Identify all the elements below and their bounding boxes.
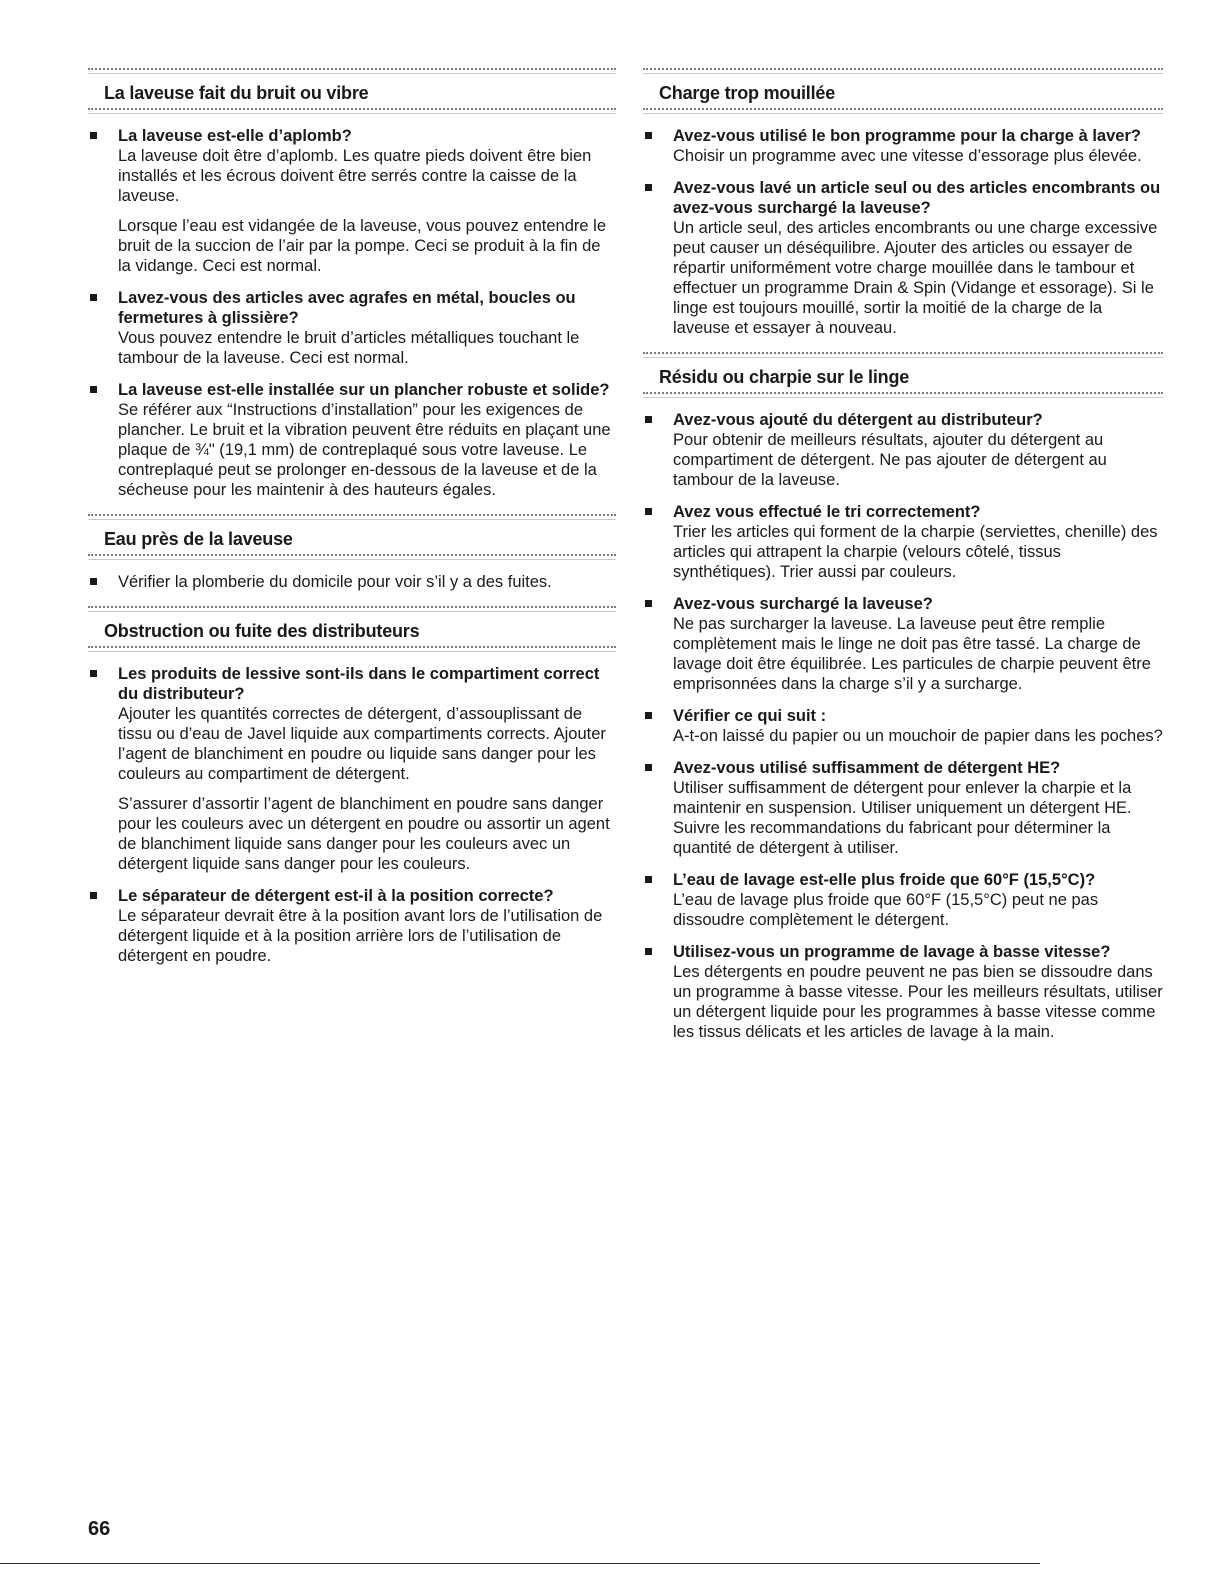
- list-item: [88, 288, 616, 368]
- item-answer: Se référer aux “Instructions d’installation” pour les exigences de plancher. Le bruit et la vibration peuvent être réduits en plaçant une plaque de ¾" (19,1 mm) de contreplaqué sous votre laveuse. Le contreplaqué peut se prolonger en-dessous de la laveuse et de la sécheuse pour les maintenir à des hauteurs égales.: [118, 401, 611, 499]
- section-dispenser-issues: [88, 606, 616, 966]
- item-question: Les produits de lessive sont-ils dans le compartiment correct du distributeur?: [118, 665, 600, 703]
- section-rule: [88, 554, 616, 560]
- item-answer: Utiliser suffisamment de détergent pour enlever la charpie et la maintenir en suspension. Utiliser uniquement un détergent HE. Suivre les recommandations du fabricant pour déterminer la quantité de détergent à utiliser.: [673, 779, 1132, 857]
- item-list: [643, 410, 1163, 1042]
- item-question: Avez-vous lavé un article seul ou des articles encombrants ou avez-vous surchargé la laveuse?: [673, 179, 1161, 217]
- section-residue-lint: [643, 352, 1163, 1042]
- item-list: [88, 126, 616, 500]
- list-item: [643, 870, 1163, 930]
- item-answer: L’eau de lavage plus froide que 60°F (15,5°C) peut ne pas dissoudre complètement le détergent.: [673, 891, 1099, 929]
- item-question: Utilisez-vous un programme de lavage à basse vitesse?: [673, 943, 1111, 961]
- item-question: Avez vous effectué le tri correctement?: [673, 503, 981, 521]
- bullet-icon: [645, 876, 652, 883]
- item-question: Avez-vous utilisé suffisamment de détergent HE?: [673, 759, 1061, 777]
- bullet-icon: [90, 294, 97, 301]
- list-item: [643, 410, 1163, 490]
- item-answer: Trier les articles qui forment de la charpie (serviettes, chenille) des articles qui attrapent la charpie (velours côtelé, tissus synthétiques). Trier aussi par couleurs.: [673, 523, 1158, 581]
- item-extra-paragraph: Lorsque l’eau est vidangée de la laveuse, vous pouvez entendre le bruit de la succion de l’air par la pompe. Ceci se produit à la fin de la vidange. Ceci est normal.: [118, 217, 607, 275]
- item-question: Avez-vous ajouté du détergent au distributeur?: [673, 411, 1043, 429]
- list-item: [88, 664, 616, 874]
- section-rule: [88, 108, 616, 114]
- bullet-icon: [645, 508, 652, 515]
- item-answer: Vous pouvez entendre le bruit d’articles métalliques touchant le tambour de la laveuse. Ceci est normal.: [118, 329, 580, 367]
- item-question: La laveuse est-elle installée sur un plancher robuste et solide?: [118, 381, 610, 399]
- section-rule: [88, 646, 616, 652]
- item-answer: La laveuse doit être d’aplomb. Les quatre pieds doivent être bien installés et les écrous doivent être serrés contre la caisse de la laveuse.: [118, 147, 592, 205]
- left-column: [88, 68, 616, 980]
- list-item: [643, 502, 1163, 582]
- bullet-icon: [90, 578, 97, 585]
- footer-rule: [0, 1563, 1040, 1564]
- item-list: [643, 126, 1163, 338]
- list-item: [643, 758, 1163, 858]
- bullet-icon: [90, 386, 97, 393]
- section-title: Obstruction ou fuite des distributeurs: [104, 621, 420, 641]
- section-noise-vibration: [88, 68, 616, 500]
- item-question: Le séparateur de détergent est-il à la position correcte?: [118, 887, 554, 905]
- item-answer: Le séparateur devrait être à la position avant lors de l’utilisation de détergent liquide et à la position arrière lors de l’utilisation de détergent en poudre.: [118, 907, 603, 965]
- list-item: [643, 594, 1163, 694]
- item-question: Avez-vous surchargé la laveuse?: [673, 595, 933, 613]
- bullet-icon: [90, 892, 97, 899]
- list-item: [88, 572, 616, 592]
- item-question: Vérifier ce qui suit :: [673, 707, 827, 725]
- item-extra-paragraph: S’assurer d’assortir l’agent de blanchiment en poudre sans danger pour les couleurs avec un détergent en poudre ou assortir un agent de blanchiment liquide sans danger pour les couleurs avec un détergent liquide sans danger pour les couleurs.: [118, 795, 610, 873]
- list-item: [643, 178, 1163, 338]
- item-answer: Les détergents en poudre peuvent ne pas bien se dissoudre dans un programme à basse vitesse. Pour les meilleurs résultats, utiliser un détergent liquide pour les programmes à basse vitesse comme les tissus délicats et les articles de lavage à la main.: [673, 963, 1163, 1041]
- bullet-icon: [645, 132, 652, 139]
- page-number: 66: [88, 1518, 111, 1540]
- section-water-near-washer: [88, 514, 616, 592]
- item-answer: Ajouter les quantités correctes de détergent, d’assouplissant de tissu ou d’eau de Javel liquide aux compartiments corrects. Ajouter l’agent de blanchiment en poudre ou liquide sans danger pour les couleurs au compartiment de détergent.: [118, 705, 606, 783]
- bullet-icon: [90, 670, 97, 677]
- bullet-icon: [645, 712, 652, 719]
- list-item: [88, 380, 616, 500]
- item-list: [88, 572, 616, 592]
- item-answer: Vérifier la plomberie du domicile pour voir s’il y a des fuites.: [118, 573, 552, 591]
- bullet-icon: [645, 416, 652, 423]
- list-item: [643, 126, 1163, 166]
- bullet-icon: [645, 600, 652, 607]
- section-load-too-wet: [643, 68, 1163, 338]
- list-item: [88, 886, 616, 966]
- bullet-icon: [645, 184, 652, 191]
- item-list: [88, 664, 616, 966]
- list-item: [643, 706, 1163, 746]
- bullet-icon: [645, 948, 652, 955]
- item-answer: Ne pas surcharger la laveuse. La laveuse peut être remplie complètement mais le linge ne doit pas être tassé. La charge de lavage doit être équilibrée. Les particules de charpie peuvent être emprisonnées dans la charge s’il y a surcharge.: [673, 615, 1151, 693]
- section-title: Eau près de la laveuse: [104, 529, 293, 549]
- right-column: [643, 68, 1163, 1056]
- item-answer: A-t-on laissé du papier ou un mouchoir de papier dans les poches?: [673, 727, 1163, 745]
- item-answer: Un article seul, des articles encombrants ou une charge excessive peut causer un déséquilibre. Ajouter des articles ou essayer de répartir uniformément votre charge mouillée dans le tambour et effectuer un programme Drain & Spin (Vidange et essorage). Si le linge est toujours mouillé, sortir la moitié de la charge de la laveuse et essayer à nouveau.: [673, 219, 1158, 337]
- section-rule: [643, 108, 1163, 114]
- item-question: Avez-vous utilisé le bon programme pour la charge à laver?: [673, 127, 1141, 145]
- section-title: La laveuse fait du bruit ou vibre: [104, 83, 369, 103]
- section-rule: [643, 392, 1163, 398]
- item-question: L’eau de lavage est-elle plus froide que 60°F (15,5°C)?: [673, 871, 1096, 889]
- section-title: Résidu ou charpie sur le linge: [659, 367, 910, 387]
- bullet-icon: [645, 764, 652, 771]
- section-title: Charge trop mouillée: [659, 83, 836, 103]
- bullet-icon: [90, 132, 97, 139]
- item-answer: Pour obtenir de meilleurs résultats, ajouter du détergent au compartiment de détergent. Ne pas ajouter de détergent au tambour de la laveuse.: [673, 431, 1107, 489]
- item-question: La laveuse est-elle d’aplomb?: [118, 127, 352, 145]
- list-item: [88, 126, 616, 276]
- list-item: [643, 942, 1163, 1042]
- item-answer: Choisir un programme avec une vitesse d’essorage plus élevée.: [673, 147, 1142, 165]
- item-question: Lavez-vous des articles avec agrafes en métal, boucles ou fermetures à glissière?: [118, 289, 576, 327]
